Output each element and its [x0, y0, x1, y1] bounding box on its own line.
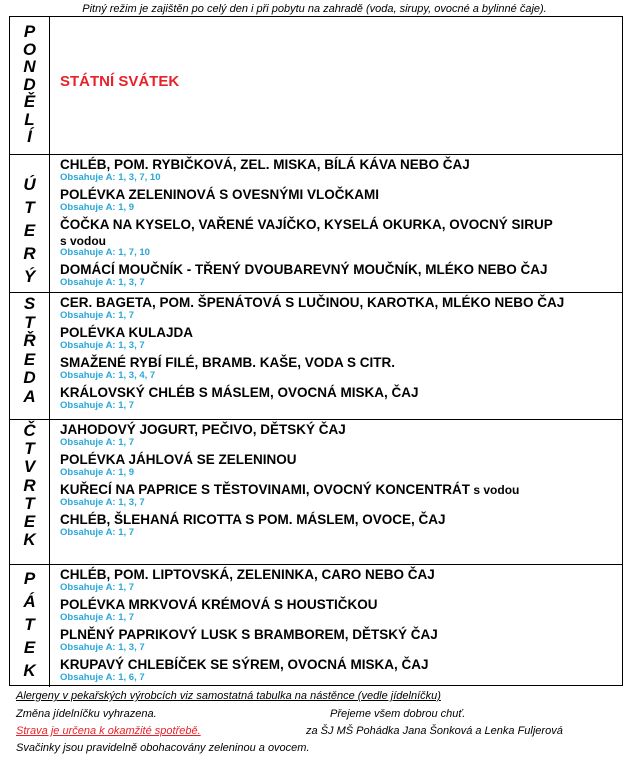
allergen-info: Obsahuje A: 1, 6, 7: [60, 672, 145, 683]
day-letter: D: [23, 74, 36, 94]
meal-text: KUŘECÍ NA PAPRICE S TĚSTOVINAMI, OVOCNÝ KONCENTRÁT s vodou: [60, 482, 520, 497]
snacks-note: Svačinky jsou pravidelně obohacovány zeleninou a ovocem.: [16, 742, 310, 754]
day-letter: Ú: [23, 175, 36, 194]
meal-extra: s vodou: [60, 234, 107, 248]
allergen-info: Obsahuje A: 1, 3, 7: [60, 277, 145, 288]
day-row-utery: [10, 155, 622, 293]
day-letter: E: [23, 221, 36, 240]
day-letter: E: [23, 638, 36, 657]
day-letter: E: [23, 511, 36, 531]
meal-text: POLÉVKA KULAJDA: [60, 325, 194, 340]
day-letter: T: [24, 439, 35, 459]
allergen-info: Obsahuje A: 1, 9: [60, 202, 135, 213]
allergen-info: Obsahuje A: 1, 7: [60, 400, 135, 411]
day-row-streda: [10, 293, 622, 420]
day-name-ctvrtek: [10, 420, 50, 564]
wish-note: Přejeme všem dobrou chuť.: [330, 708, 466, 720]
weekly-menu-table: [9, 16, 623, 686]
day-letter: Á: [23, 592, 36, 611]
day-letter: K: [23, 530, 36, 550]
day-letter: Č: [23, 421, 36, 440]
allergen-info: Obsahuje A: 1, 7: [60, 437, 135, 448]
day-letter: L: [24, 109, 35, 129]
holiday-label: STÁTNÍ SVÁTEK: [60, 73, 180, 90]
allergen-info: Obsahuje A: 1, 3, 7: [60, 497, 145, 508]
allergen-info: Obsahuje A: 1, 3, 7, 10: [60, 172, 161, 183]
signature: za ŠJ MŠ Pohádka Jana Šonková a Lenka Fuljerová: [306, 725, 563, 737]
meal-text: DOMÁCÍ MOUČNÍK - TŘENÝ DVOUBAREVNÝ MOUČNÍK, MLÉKO NEBO ČAJ: [60, 262, 548, 277]
day-letter: T: [24, 312, 35, 332]
day-letter: O: [22, 39, 37, 59]
meal-text: SMAŽENÉ RYBÍ FILÉ, BRAMB. KAŠE, VODA S CITR.: [60, 355, 396, 370]
meal-text: PLNĚNÝ PAPRIKOVÝ LUSK S BRAMBOREM, DĚTSKÝ ČAJ: [60, 627, 438, 642]
day-letter: Ý: [23, 267, 36, 286]
day-letter: T: [24, 198, 35, 217]
meal-text: POLÉVKA MRKVOVÁ KRÉMOVÁ S HOUSTIČKOU: [60, 597, 378, 612]
day-letter: V: [23, 457, 36, 477]
day-name-streda: [10, 293, 50, 419]
day-row-ctvrtek: [10, 420, 622, 565]
day-letter: K: [23, 661, 36, 680]
day-letter: Ř: [23, 331, 36, 350]
allergens-note: Alergeny v pekařských výrobcích viz samostatná tabulka na nástěnce (vedle jídelníčku): [16, 690, 441, 702]
day-row-pondeli: [10, 17, 622, 155]
consumption-note: Strava je určena k okamžité spotřebě.: [16, 725, 201, 737]
meal-text: POLÉVKA JÁHLOVÁ SE ZELENINOU: [60, 452, 297, 467]
allergen-info: Obsahuje A: 1, 7: [60, 527, 135, 538]
meal-text: CHLÉB, ŠLEHANÁ RICOTTA S POM. MÁSLEM, OVOCE, ČAJ: [60, 512, 446, 527]
allergen-info: Obsahuje A: 1, 7, 10: [60, 247, 150, 258]
meal-text: CER. BAGETA, POM. ŠPENÁTOVÁ S LUČINOU, KAROTKA, MLÉKO NEBO ČAJ: [60, 295, 565, 310]
day-name-utery: [10, 155, 50, 292]
day-letter: N: [23, 57, 36, 76]
day-letter: E: [23, 349, 36, 369]
changes-note: Změna jídelníčku vyhrazena.: [16, 708, 157, 720]
meal-text: CHLÉB, POM. RYBIČKOVÁ, ZEL. MISKA, BÍLÁ KÁVA NEBO ČAJ: [60, 157, 470, 172]
allergen-info: Obsahuje A: 1, 7: [60, 310, 135, 321]
day-letter: R: [23, 475, 36, 495]
meal-text: KRUPAVÝ CHLEBÍČEK SE SÝREM, OVOCNÁ MISKA, ČAJ: [60, 657, 429, 672]
day-letter: Í: [27, 127, 32, 146]
allergen-info: Obsahuje A: 1, 9: [60, 467, 135, 478]
day-letter: D: [23, 368, 36, 387]
day-name-pondeli: [10, 17, 50, 154]
day-letter: T: [24, 615, 35, 634]
meal-text: ČOČKA NA KYSELO, VAŘENÉ VAJÍČKO, KYSELÁ OKURKA, OVOCNÝ SIRUP: [60, 217, 553, 232]
allergen-info: Obsahuje A: 1, 3, 7: [60, 340, 145, 351]
day-letter: R: [23, 244, 36, 263]
allergen-info: Obsahuje A: 1, 3, 7: [60, 642, 145, 653]
allergen-info: Obsahuje A: 1, 3, 4, 7: [60, 370, 156, 381]
day-row-patek: [10, 565, 622, 687]
meal-text: POLÉVKA ZELENINOVÁ S OVESNÝMI VLOČKAMI: [60, 187, 380, 202]
drinking-regime-note: Pitný režim je zajištěn po celý den i při pobytu na zahradě (voda, sirupy, ovocné a bylinné čaje).: [82, 3, 547, 15]
meal-text: CHLÉB, POM. LIPTOVSKÁ, ZELENINKA, CARO NEBO ČAJ: [60, 567, 435, 582]
day-letter: T: [24, 493, 35, 513]
allergen-info: Obsahuje A: 1, 7: [60, 582, 135, 593]
day-letter: A: [23, 386, 36, 406]
meal-text: JAHODOVÝ JOGURT, PEČIVO, DĚTSKÝ ČAJ: [60, 422, 346, 437]
day-letter: S: [23, 294, 36, 313]
day-letter: P: [23, 22, 36, 41]
allergen-info: Obsahuje A: 1, 7: [60, 612, 135, 623]
day-letter: Ě: [23, 92, 36, 111]
meal-extra: s vodou: [470, 483, 520, 497]
meal-text: KRÁLOVSKÝ CHLÉB S MÁSLEM, OVOCNÁ MISKA, ČAJ: [60, 385, 419, 400]
day-name-patek: [10, 565, 50, 687]
day-letter: P: [23, 569, 36, 588]
